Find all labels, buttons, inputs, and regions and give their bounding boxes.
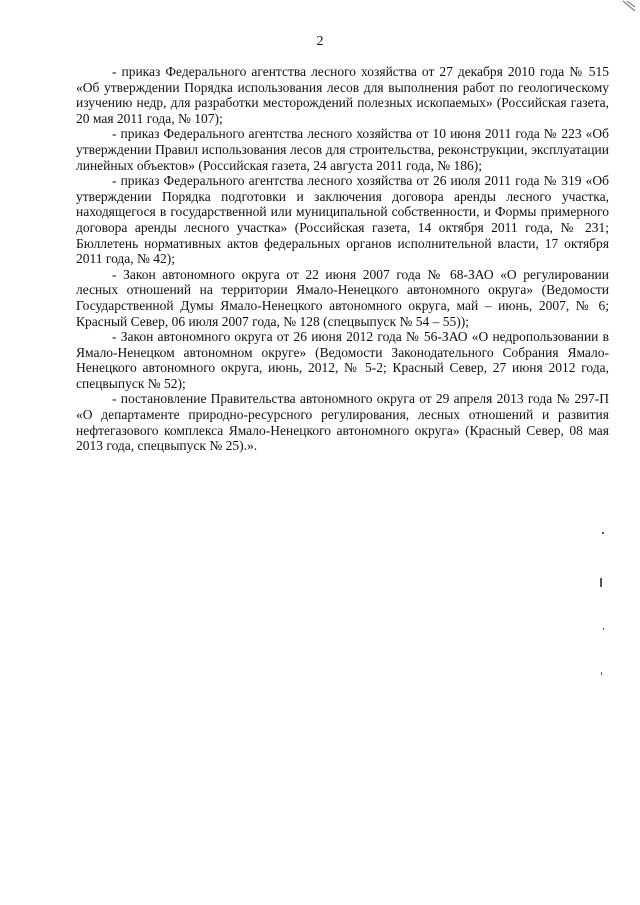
list-item: - приказ Федерального агентства лесного хозяйства от 26 июля 2011 года № 319 «Об утверждении Порядка подготовки и заключения договора аренды лесного участка, находящегося в государственной или муниципальной собственности, и Формы примерного договора аренды лесного участка» (Российская газета, 14 октября 2011 года, № 231; Бюллетень нормативных актов федеральных органов исполнительной власти, 17 октября 2011 года, № 42);	[76, 173, 609, 267]
list-item: - постановление Правительства автономного округа от 29 апреля 2013 года № 297-П «О департаменте природно-ресурсного регулирования, лесных отношений и развития нефтегазового комплекса Ямало-Ненецкого автономного округа» (Красный Север, 08 мая 2013 года, спецвыпуск № 25).».	[76, 391, 609, 454]
list-item: - Закон автономного округа от 26 июня 2012 года № 56-ЗАО «О недропользовании в Ямало-Ненецком автономном округе» (Ведомости Законодательного Собрания Ямало-Ненецкого автономного округа, июнь, 2012, № 5-2; Красный Север, 27 июня 2012 года, спецвыпуск № 52);	[76, 329, 609, 391]
list-item: - Закон автономного округа от 22 июня 2007 года № 68-ЗАО «О регулировании лесных отношений на территории Ямало-Ненецкого автономного округа» (Ведомости Государственной Думы Ямало-Ненецкого автономного округа, май – июнь, 2007, № 6; Красный Север, 06 июля 2007 года, № 128 (спецвыпуск № 54 – 55));	[76, 266, 609, 329]
scan-corner-mark	[622, 0, 636, 12]
scan-speck	[600, 578, 602, 587]
scan-speck	[603, 628, 604, 630]
list-item: - приказ Федерального агентства лесного хозяйства от 27 декабря 2010 года № 515 «Об утверждении Порядка использования лесов для выполнения работ по геологическому изучению недр, для разработки месторождений полезных ископаемых» (Российская газета, 20 мая 2011 года, № 107);	[76, 64, 609, 126]
scan-speck	[602, 532, 604, 534]
list-item: - приказ Федерального агентства лесного хозяйства от 10 июня 2011 года № 223 «Об утверждении Правил использования лесов для строительства, реконструкции, эксплуатации линейных объектов» (Российская газета, 24 августа 2011 года, № 186);	[76, 126, 609, 173]
body-text	[76, 64, 609, 454]
page-number: 2	[316, 34, 324, 49]
scan-speck	[601, 672, 602, 675]
